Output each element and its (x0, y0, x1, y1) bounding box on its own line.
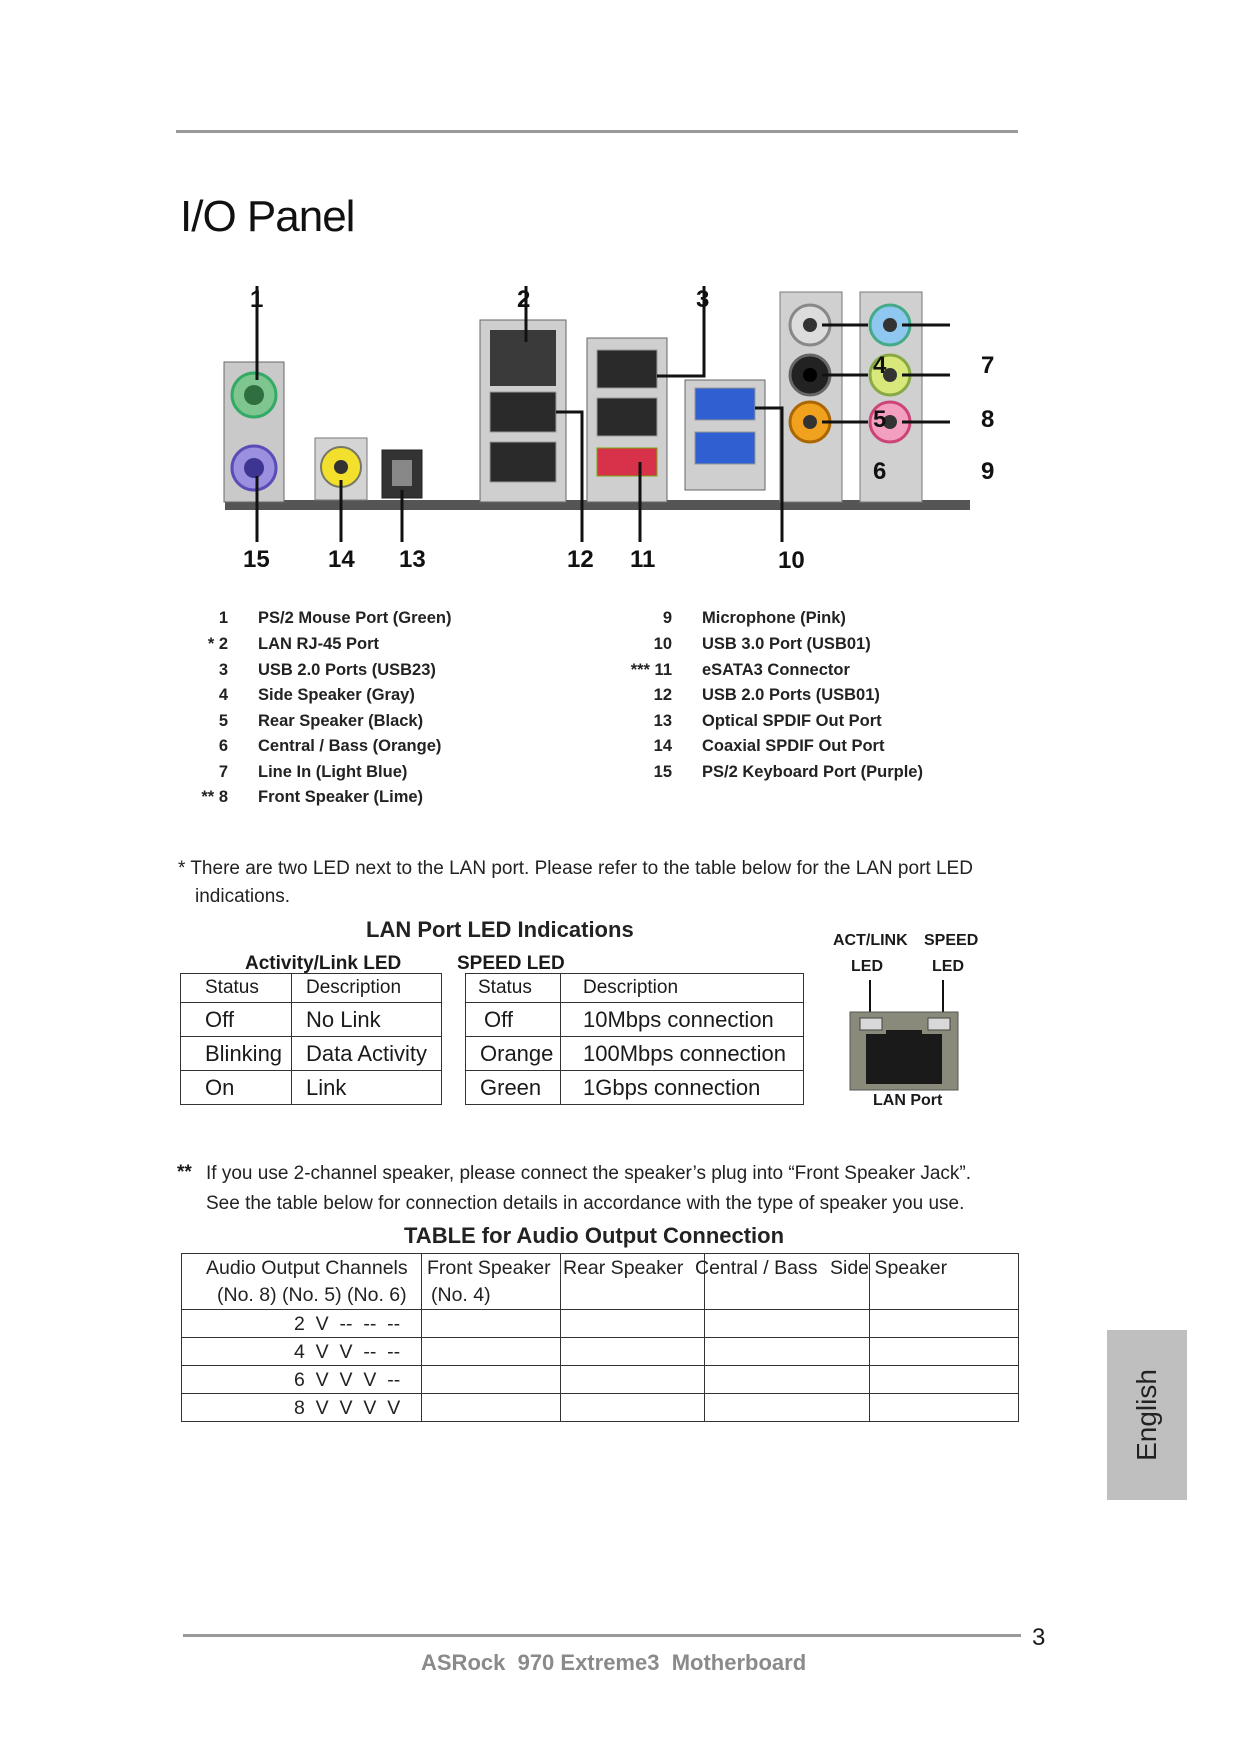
legend-label: PS/2 Keyboard Port (Purple) (702, 763, 923, 781)
usb-port-icon (597, 350, 657, 388)
table-row (182, 1394, 1019, 1422)
callout-7: 7 (981, 352, 995, 379)
legend-label: USB 2.0 Ports (USB23) (258, 661, 436, 679)
legend-num: 3 (218, 661, 228, 679)
legend-label: Microphone (Pink) (702, 609, 846, 627)
usb-port-icon (597, 398, 657, 436)
header-text: Front Speaker (427, 1257, 551, 1279)
table-cell: Green (466, 1071, 561, 1105)
esata-port-icon (597, 448, 657, 476)
legend-num: * 2 (207, 635, 228, 653)
legend-label: Front Speaker (Lime) (258, 788, 424, 806)
audio-header-rear (561, 1254, 705, 1310)
legend-num: ** 8 (201, 788, 228, 806)
page-number: 3 (1032, 1624, 1046, 1651)
table-cell: 100Mbps connection (561, 1037, 804, 1071)
page-title: I/O Panel (180, 192, 355, 241)
legend-num: 5 (218, 712, 228, 730)
table-cell: Blinking (181, 1037, 292, 1071)
legend-label: PS/2 Mouse Port (Green) (258, 609, 452, 627)
legend-num: 9 (662, 609, 672, 627)
usb3-port-icon (695, 432, 755, 464)
callout-12: 12 (567, 546, 594, 573)
legend-label: LAN RJ-45 Port (258, 635, 380, 653)
lan-fig-speed-label: SPEED (924, 932, 979, 949)
table-row (466, 1071, 804, 1105)
audio-header-channels (182, 1254, 422, 1310)
table-row (181, 1071, 442, 1105)
table-header: Description (292, 974, 442, 1003)
callout-9: 9 (981, 458, 995, 485)
table-row (181, 1003, 442, 1037)
speed-led-icon (928, 1018, 950, 1030)
header-text: (No. 4) (431, 1284, 491, 1306)
table-header: Status (466, 974, 561, 1003)
speaker-note-line2: See the table below for connection details in accordance with the type of speaker you use. (206, 1193, 965, 1214)
table-cell: 1Gbps connection (561, 1071, 804, 1105)
table-cell: Data Activity (292, 1037, 442, 1071)
table-cell: 6 V V V -- (182, 1366, 422, 1394)
header-text: Side Speaker (830, 1257, 948, 1279)
activity-led-heading: Activity/Link LED (245, 953, 402, 974)
lan-note-line1: * There are two LED next to the LAN port. Please refer to the table below for the LAN port LED (178, 858, 973, 879)
table-row (182, 1338, 1019, 1366)
callout-6: 6 (873, 458, 887, 485)
lan-port-figure (848, 980, 960, 1092)
table-cell: Orange (466, 1037, 561, 1071)
table-header: Status (181, 974, 292, 1003)
legend-label: Line In (Light Blue) (258, 763, 408, 781)
lan-fig-caption: LAN Port (873, 1092, 943, 1109)
callout-4: 4 (873, 352, 887, 379)
legend-label: Coaxial SPDIF Out Port (702, 737, 885, 755)
callout-1: 1 (250, 286, 264, 313)
callout-3: 3 (696, 286, 710, 313)
table-cell: 10Mbps connection (561, 1003, 804, 1037)
lan-fig-act-label: ACT/LINK (833, 932, 908, 949)
header-text: Audio Output Channels (206, 1257, 408, 1279)
language-side-tab (1107, 1330, 1187, 1500)
legend-label: USB 2.0 Ports (USB01) (702, 686, 880, 704)
lan-port-icon (490, 330, 556, 386)
header-text: (No. 8) (No. 5) (No. 6) (217, 1284, 407, 1306)
table-row (182, 1366, 1019, 1394)
legend-label: USB 3.0 Port (USB01) (702, 635, 871, 653)
legend-label: Rear Speaker (Black) (258, 712, 424, 730)
table-row (466, 1037, 804, 1071)
legend-label: Central / Bass (Orange) (258, 737, 442, 755)
callout-11: 11 (630, 546, 656, 573)
legend-num: 1 (218, 609, 228, 627)
lan-note-line2: indications. (195, 886, 291, 907)
callout-2: 2 (517, 286, 531, 313)
top-rule (176, 130, 1018, 133)
lan-fig-led1-label: LED (851, 958, 883, 975)
legend-label: eSATA3 Connector (702, 661, 850, 679)
callout-8: 8 (981, 406, 995, 433)
usb-port-icon (490, 392, 556, 432)
table-row (466, 1003, 804, 1037)
side-tab-label: English (1131, 1369, 1162, 1461)
table-row (181, 1037, 442, 1071)
legend-num: 13 (653, 712, 672, 730)
legend-num: 15 (653, 763, 672, 781)
legend-num: 14 (653, 737, 672, 755)
table-cell: Link (292, 1071, 442, 1105)
header-text: Central / Bass (695, 1257, 818, 1279)
speed-led-table (465, 973, 804, 1105)
table-cell: 8 V V V V (182, 1394, 422, 1422)
legend-num: 12 (653, 686, 672, 704)
header-text: Rear Speaker (563, 1257, 684, 1279)
audio-header-front (422, 1254, 561, 1310)
act-led-icon (860, 1018, 882, 1030)
callout-15: 15 (243, 546, 270, 573)
legend-num: 7 (218, 763, 228, 781)
audio-table-title: TABLE for Audio Output Connection (404, 1223, 785, 1248)
audio-header-side (830, 1254, 1019, 1310)
io-panel-diagram (210, 280, 1010, 580)
legend-label: Side Speaker (Gray) (258, 686, 415, 704)
lan-led-title: LAN Port LED Indications (366, 917, 634, 942)
footer-text: ASRock 970 Extreme3 Motherboard (421, 1650, 807, 1675)
legend-num: *** 11 (630, 661, 672, 679)
callout-13: 13 (399, 546, 426, 573)
table-row (182, 1310, 1019, 1338)
table-cell: Off (181, 1003, 292, 1037)
usb3-port-icon (695, 388, 755, 420)
callout-14: 14 (328, 546, 355, 573)
lan-fig-led2-label: LED (932, 958, 964, 975)
legend-label: Optical SPDIF Out Port (702, 712, 882, 730)
legend-num: 10 (653, 635, 672, 653)
table-cell: 4 V V -- -- (182, 1338, 422, 1366)
legend-num: 6 (218, 737, 228, 755)
speaker-note-marker: ** (177, 1162, 192, 1183)
audio-output-table (181, 1253, 1019, 1422)
activity-led-table (180, 973, 442, 1105)
table-cell: No Link (292, 1003, 442, 1037)
table-cell: 2 V -- -- -- (182, 1310, 422, 1338)
speaker-note-line1: If you use 2-channel speaker, please connect the speaker’s plug into “Front Speaker Jack”. (206, 1163, 972, 1184)
footer-rule (183, 1634, 1021, 1637)
table-cell: Off (466, 1003, 561, 1037)
callout-10: 10 (778, 547, 805, 574)
usb-port-icon (490, 442, 556, 482)
callout-5: 5 (873, 406, 887, 433)
speed-led-heading: SPEED LED (457, 953, 565, 974)
table-header: Description (561, 974, 804, 1003)
legend-num: 4 (218, 686, 228, 704)
table-cell: On (181, 1071, 292, 1105)
